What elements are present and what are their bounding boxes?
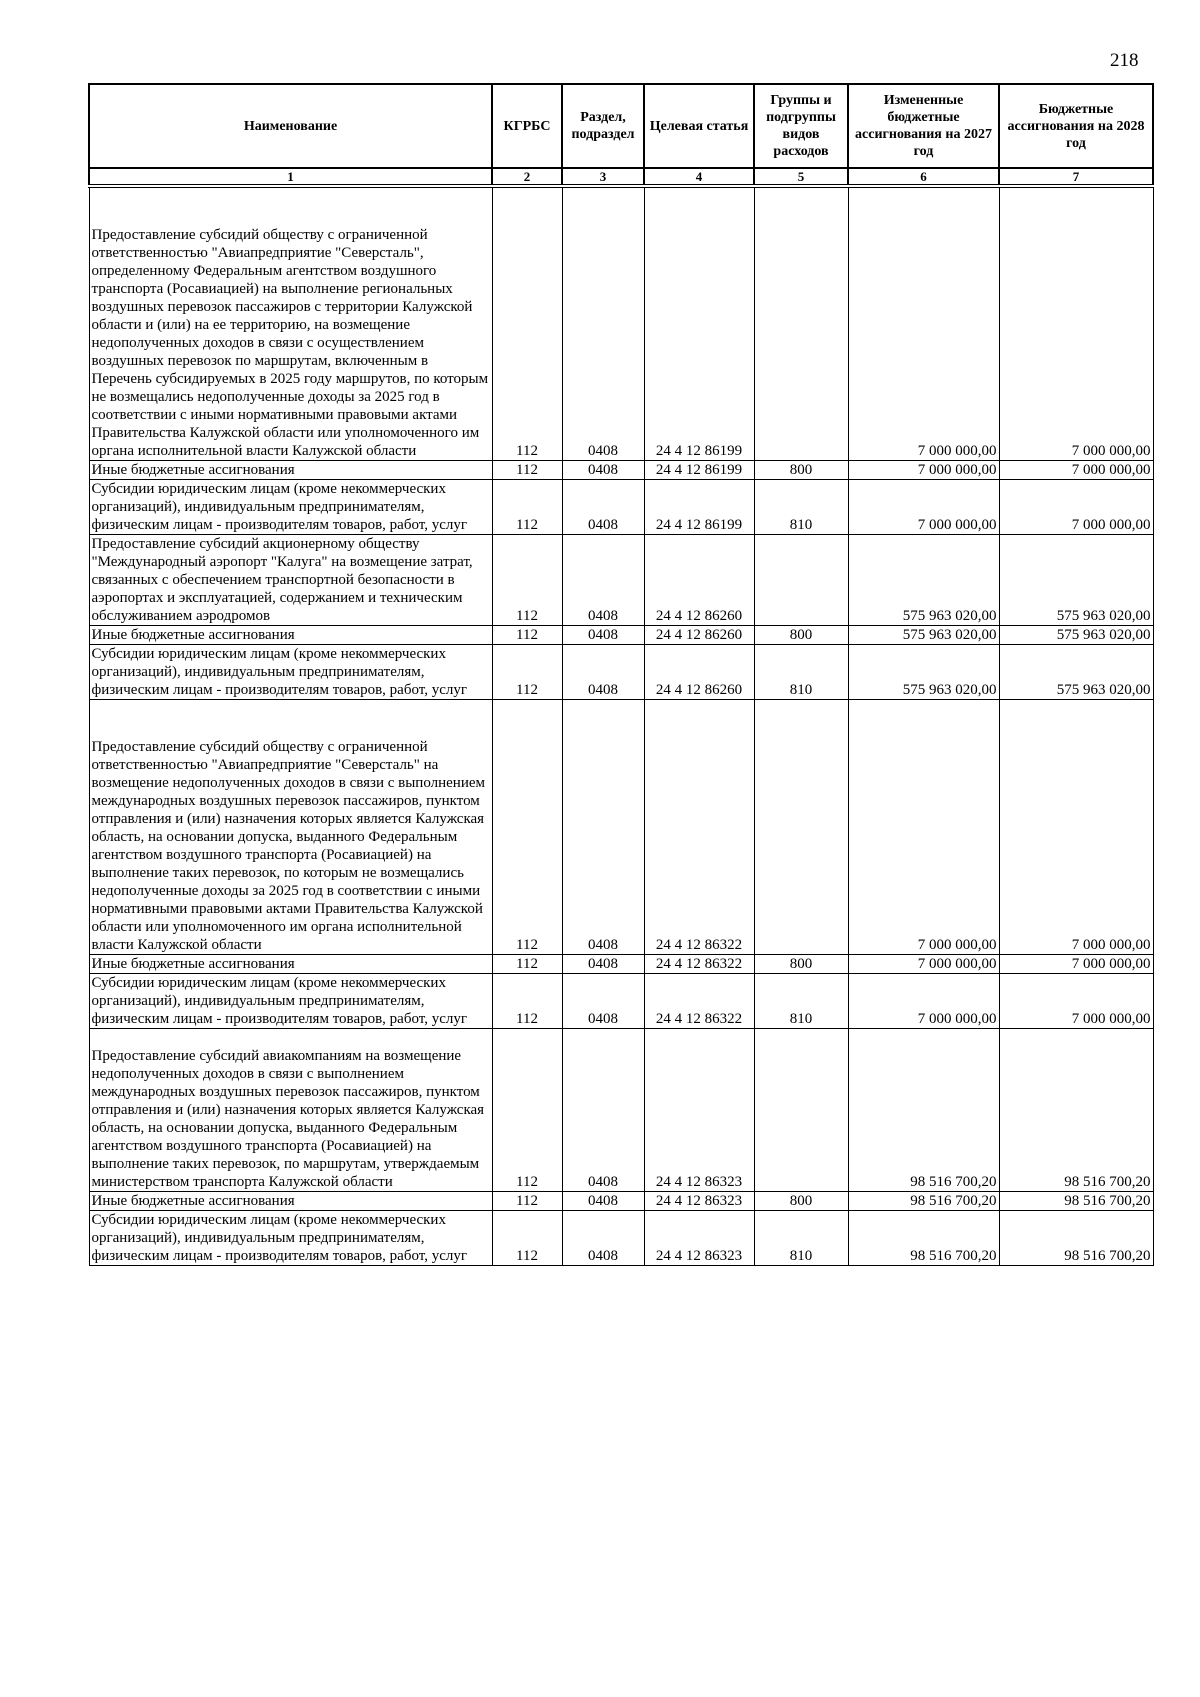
row-section: 0408: [562, 955, 644, 974]
row-section: 0408: [562, 700, 644, 955]
row-amount-2028: 575 963 020,00: [999, 535, 1153, 626]
header-name: Наименование: [89, 84, 492, 168]
row-group: 810: [754, 480, 848, 535]
row-amount-2027: 575 963 020,00: [848, 535, 999, 626]
header-section: Раздел, подраздел: [562, 84, 644, 168]
row-group: 810: [754, 1211, 848, 1266]
row-group: 810: [754, 645, 848, 700]
row-kgrbs: 112: [492, 461, 562, 480]
row-group: [754, 1029, 848, 1192]
row-name: Предоставление субсидий обществу с ограниченной ответственностью "Авиапредприятие "Северсталь" на возмещение недополученных доходов в связи с выполнением международных воздушных перевозок пассажиров, пунктом отправления и (или) назначения которых является Калужская область, на основании допуска, выданного Федеральным агентством воздушного транспорта (Росавиацией) на выполнение таких перевозок, по которым не возмещались недополученные доходы за 2025 год в соответствии с иными нормативными правовыми актами Правительства Калужской области или уполномоченного им органа исполнительной власти Калужской области: [89, 700, 492, 955]
table-row: [89, 974, 1153, 1029]
row-target: 24 4 12 86199: [644, 186, 754, 461]
row-kgrbs: 112: [492, 1192, 562, 1211]
table-row: [89, 700, 1153, 955]
row-group: 800: [754, 626, 848, 645]
row-section: 0408: [562, 535, 644, 626]
table-row: [89, 955, 1153, 974]
table-row: [89, 535, 1153, 626]
budget-table: [88, 83, 1154, 1266]
table-row: [89, 461, 1153, 480]
column-number: 6: [848, 168, 999, 186]
table-row: [89, 645, 1153, 700]
row-amount-2027: 575 963 020,00: [848, 626, 999, 645]
table-row: [89, 626, 1153, 645]
row-group: 800: [754, 1192, 848, 1211]
row-kgrbs: 112: [492, 700, 562, 955]
row-target: 24 4 12 86260: [644, 535, 754, 626]
row-amount-2027: 7 000 000,00: [848, 700, 999, 955]
row-amount-2028: 7 000 000,00: [999, 974, 1153, 1029]
row-section: 0408: [562, 461, 644, 480]
row-amount-2027: 98 516 700,20: [848, 1211, 999, 1266]
table-row: [89, 480, 1153, 535]
row-amount-2028: 575 963 020,00: [999, 645, 1153, 700]
row-section: 0408: [562, 1029, 644, 1192]
row-target: 24 4 12 86323: [644, 1211, 754, 1266]
row-group: 800: [754, 955, 848, 974]
row-group: 800: [754, 461, 848, 480]
row-section: 0408: [562, 974, 644, 1029]
row-amount-2027: 98 516 700,20: [848, 1192, 999, 1211]
row-name: Предоставление субсидий обществу с ограниченной ответственностью "Авиапредприятие "Северсталь", определенному Федеральным агентством воздушного транспорта (Росавиацией) на выполнение региональных воздушных перевозок пассажиров с территории Калужской области и (или) на ее территорию, на возмещение недополученных доходов в связи с осуществлением воздушных перевозок по маршрутам, включенным в Перечень субсидируемых в 2025 году маршрутов, по которым не возмещались недополученные доходы за 2025 год в соответствии с иными нормативными правовыми актами Правительства Калужской области или уполномоченного им органа исполнительной власти Калужской области: [89, 186, 492, 461]
row-amount-2028: 7 000 000,00: [999, 700, 1153, 955]
row-amount-2028: 7 000 000,00: [999, 186, 1153, 461]
row-target: 24 4 12 86322: [644, 700, 754, 955]
row-amount-2027: 7 000 000,00: [848, 480, 999, 535]
column-number: 5: [754, 168, 848, 186]
row-amount-2028: 575 963 020,00: [999, 626, 1153, 645]
row-name: Иные бюджетные ассигнования: [89, 955, 492, 974]
table-body: [89, 186, 1153, 1266]
row-name: Предоставление субсидий акционерному обществу "Международный аэропорт "Калуга" на возмещение затрат, связанных с обеспечением транспортной безопасности в аэропортах и эксплуатацией, содержанием и техническим обслуживанием аэродромов: [89, 535, 492, 626]
header-budget-2028: Бюджетные ассигнования на 2028 год: [999, 84, 1153, 168]
page-number: 218: [1110, 50, 1139, 71]
row-target: 24 4 12 86322: [644, 955, 754, 974]
row-kgrbs: 112: [492, 1029, 562, 1192]
row-name: Предоставление субсидий авиакомпаниям на возмещение недополученных доходов в связи с выполнением международных воздушных перевозок пассажиров, пунктом отправления и (или) назначения которых является Калужская область, на основании допуска, выданного Федеральным агентством воздушного транспорта (Росавиацией) на выполнение таких перевозок, по маршрутам, утверждаемым министерством транспорта Калужской области: [89, 1029, 492, 1192]
row-name: Иные бюджетные ассигнования: [89, 461, 492, 480]
row-name: Субсидии юридическим лицам (кроме некоммерческих организаций), индивидуальным предпринимателям, физическим лицам - производителям товаров, работ, услуг: [89, 480, 492, 535]
column-number: 4: [644, 168, 754, 186]
header-kgrbs: КГРБС: [492, 84, 562, 168]
row-kgrbs: 112: [492, 186, 562, 461]
row-amount-2027: 7 000 000,00: [848, 461, 999, 480]
header-groups: Группы и подгруппы видов расходов: [754, 84, 848, 168]
row-name: Иные бюджетные ассигнования: [89, 1192, 492, 1211]
row-amount-2027: 98 516 700,20: [848, 1029, 999, 1192]
row-target: 24 4 12 86323: [644, 1192, 754, 1211]
row-kgrbs: 112: [492, 626, 562, 645]
table-row: [89, 1211, 1153, 1266]
row-kgrbs: 112: [492, 535, 562, 626]
row-name: Субсидии юридическим лицам (кроме некоммерческих организаций), индивидуальным предпринимателям, физическим лицам - производителям товаров, работ, услуг: [89, 645, 492, 700]
table-row: [89, 1029, 1153, 1192]
column-number: 2: [492, 168, 562, 186]
row-target: 24 4 12 86199: [644, 461, 754, 480]
table-row: [89, 186, 1153, 461]
row-section: 0408: [562, 1192, 644, 1211]
row-amount-2028: 98 516 700,20: [999, 1211, 1153, 1266]
row-kgrbs: 112: [492, 974, 562, 1029]
row-amount-2027: 7 000 000,00: [848, 186, 999, 461]
row-target: 24 4 12 86199: [644, 480, 754, 535]
row-kgrbs: 112: [492, 955, 562, 974]
header-changed-2027: Измененные бюджетные ассигнования на 2027 год: [848, 84, 999, 168]
row-name: Иные бюджетные ассигнования: [89, 626, 492, 645]
row-kgrbs: 112: [492, 1211, 562, 1266]
table-header: [89, 84, 1153, 186]
row-name: Субсидии юридическим лицам (кроме некоммерческих организаций), индивидуальным предпринимателям, физическим лицам - производителям товаров, работ, услуг: [89, 974, 492, 1029]
row-section: 0408: [562, 480, 644, 535]
row-group: [754, 700, 848, 955]
row-target: 24 4 12 86323: [644, 1029, 754, 1192]
row-section: 0408: [562, 626, 644, 645]
row-amount-2028: 7 000 000,00: [999, 461, 1153, 480]
table-row: [89, 1192, 1153, 1211]
row-amount-2027: 7 000 000,00: [848, 974, 999, 1029]
row-kgrbs: 112: [492, 480, 562, 535]
row-target: 24 4 12 86260: [644, 645, 754, 700]
row-section: 0408: [562, 645, 644, 700]
row-kgrbs: 112: [492, 645, 562, 700]
row-amount-2028: 98 516 700,20: [999, 1192, 1153, 1211]
row-amount-2027: 7 000 000,00: [848, 955, 999, 974]
row-amount-2028: 7 000 000,00: [999, 480, 1153, 535]
row-section: 0408: [562, 1211, 644, 1266]
row-group: [754, 186, 848, 461]
header-target: Целевая статья: [644, 84, 754, 168]
row-group: 810: [754, 974, 848, 1029]
row-amount-2027: 575 963 020,00: [848, 645, 999, 700]
column-number: 1: [89, 168, 492, 186]
column-number: 7: [999, 168, 1153, 186]
row-target: 24 4 12 86260: [644, 626, 754, 645]
row-target: 24 4 12 86322: [644, 974, 754, 1029]
row-section: 0408: [562, 186, 644, 461]
row-amount-2028: 7 000 000,00: [999, 955, 1153, 974]
row-amount-2028: 98 516 700,20: [999, 1029, 1153, 1192]
row-name: Субсидии юридическим лицам (кроме некоммерческих организаций), индивидуальным предпринимателям, физическим лицам - производителям товаров, работ, услуг: [89, 1211, 492, 1266]
row-group: [754, 535, 848, 626]
column-number: 3: [562, 168, 644, 186]
